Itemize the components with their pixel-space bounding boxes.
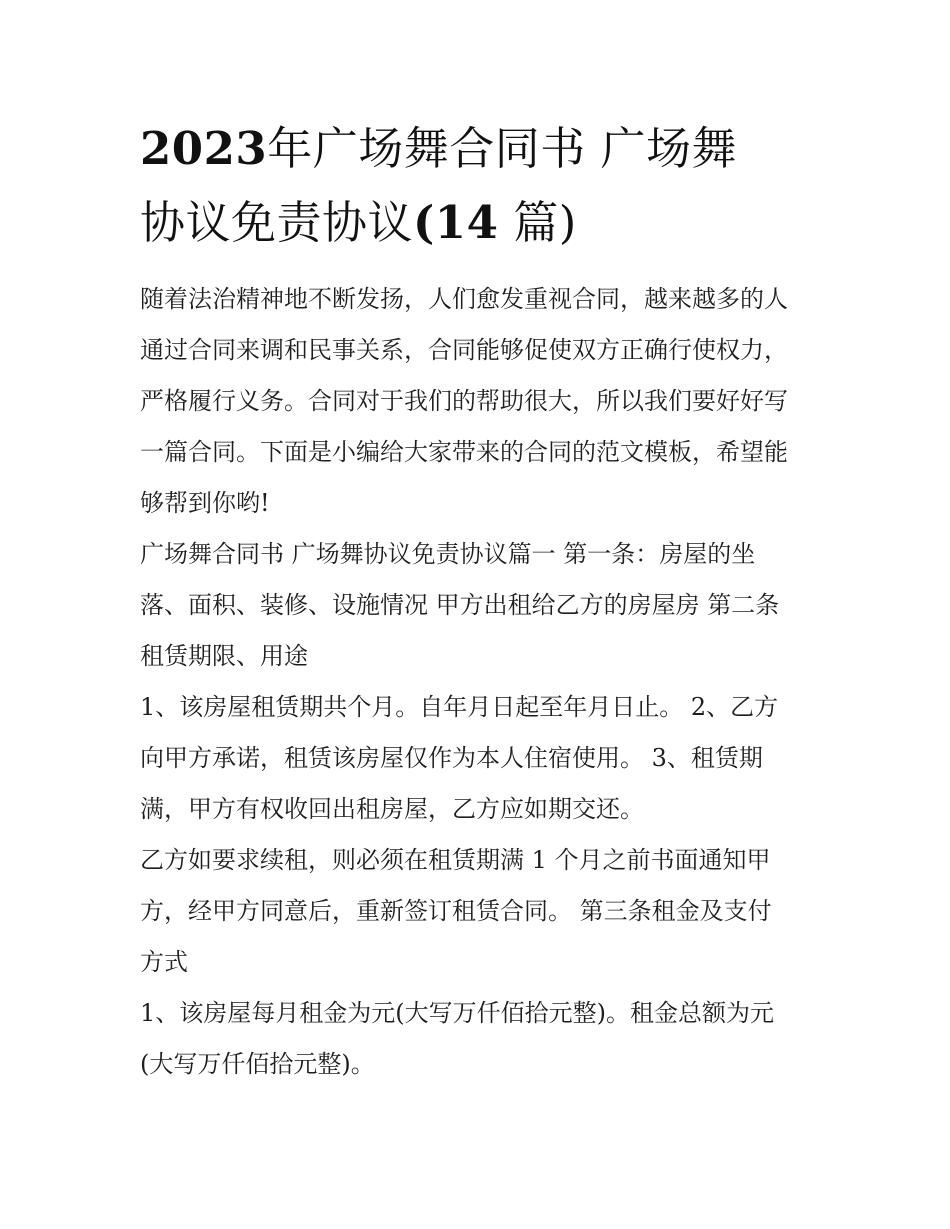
text-line: 一篇合同。下面是小编给大家带来的合同的范文模板，希望能 — [140, 438, 788, 466]
intro-paragraph — [140, 274, 820, 529]
rent-paragraph — [140, 988, 820, 1090]
title-text: 年广场舞合同书 广场舞 — [267, 122, 738, 175]
text-line: 随着法治精神地不断发扬，人们愈发重视合同，越来越多的人 — [140, 285, 788, 313]
renewal-paragraph — [140, 835, 820, 988]
document-page — [140, 112, 820, 1090]
text-line: 向甲方承诺，租赁该房屋仅作为本人住宿使用。 3、租赁期 — [140, 744, 763, 772]
text-line: 方，经甲方同意后，重新签订租赁合同。 第三条租金及支付 — [140, 897, 772, 925]
document-title — [140, 112, 820, 260]
text-line: 1、该房屋每月租金为元(大写万仟佰拾元整)。租金总额为元 — [140, 999, 774, 1027]
text-line: 通过合同来调和民事关系，合同能够促使双方正确行使权力， — [140, 336, 788, 364]
text-line: 1、该房屋租赁期共个月。自年月日起至年月日止。 2、乙方 — [140, 693, 779, 721]
lease-term-paragraph — [140, 682, 820, 835]
title-year: 2023 — [140, 122, 268, 175]
title-count: (14 — [413, 196, 499, 249]
text-line: 够帮到你哟! — [140, 489, 270, 517]
title-text: 篇) — [498, 196, 577, 249]
text-line: 落、面积、装修、设施情况 甲方出租给乙方的房屋房 第二条 — [140, 591, 780, 619]
text-line: 租赁期限、用途 — [140, 642, 308, 670]
text-line: 广场舞合同书 广场舞协议免责协议篇一 第一条：房屋的坐 — [140, 540, 756, 568]
text-line: 乙方如要求续租，则必须在租赁期满 1 个月之前书面通知甲 — [140, 846, 771, 874]
title-text: 协议免责协议 — [140, 196, 414, 249]
title-line — [140, 112, 820, 186]
text-line: 满，甲方有权收回出租房屋，乙方应如期交还。 — [140, 795, 644, 823]
document-body — [140, 274, 820, 1090]
text-line: (大写万仟佰拾元整)。 — [140, 1050, 375, 1078]
text-line: 方式 — [140, 948, 188, 976]
title-line — [140, 186, 820, 260]
article-one-paragraph — [140, 529, 820, 682]
text-line: 严格履行义务。合同对于我们的帮助很大，所以我们要好好写 — [140, 387, 788, 415]
